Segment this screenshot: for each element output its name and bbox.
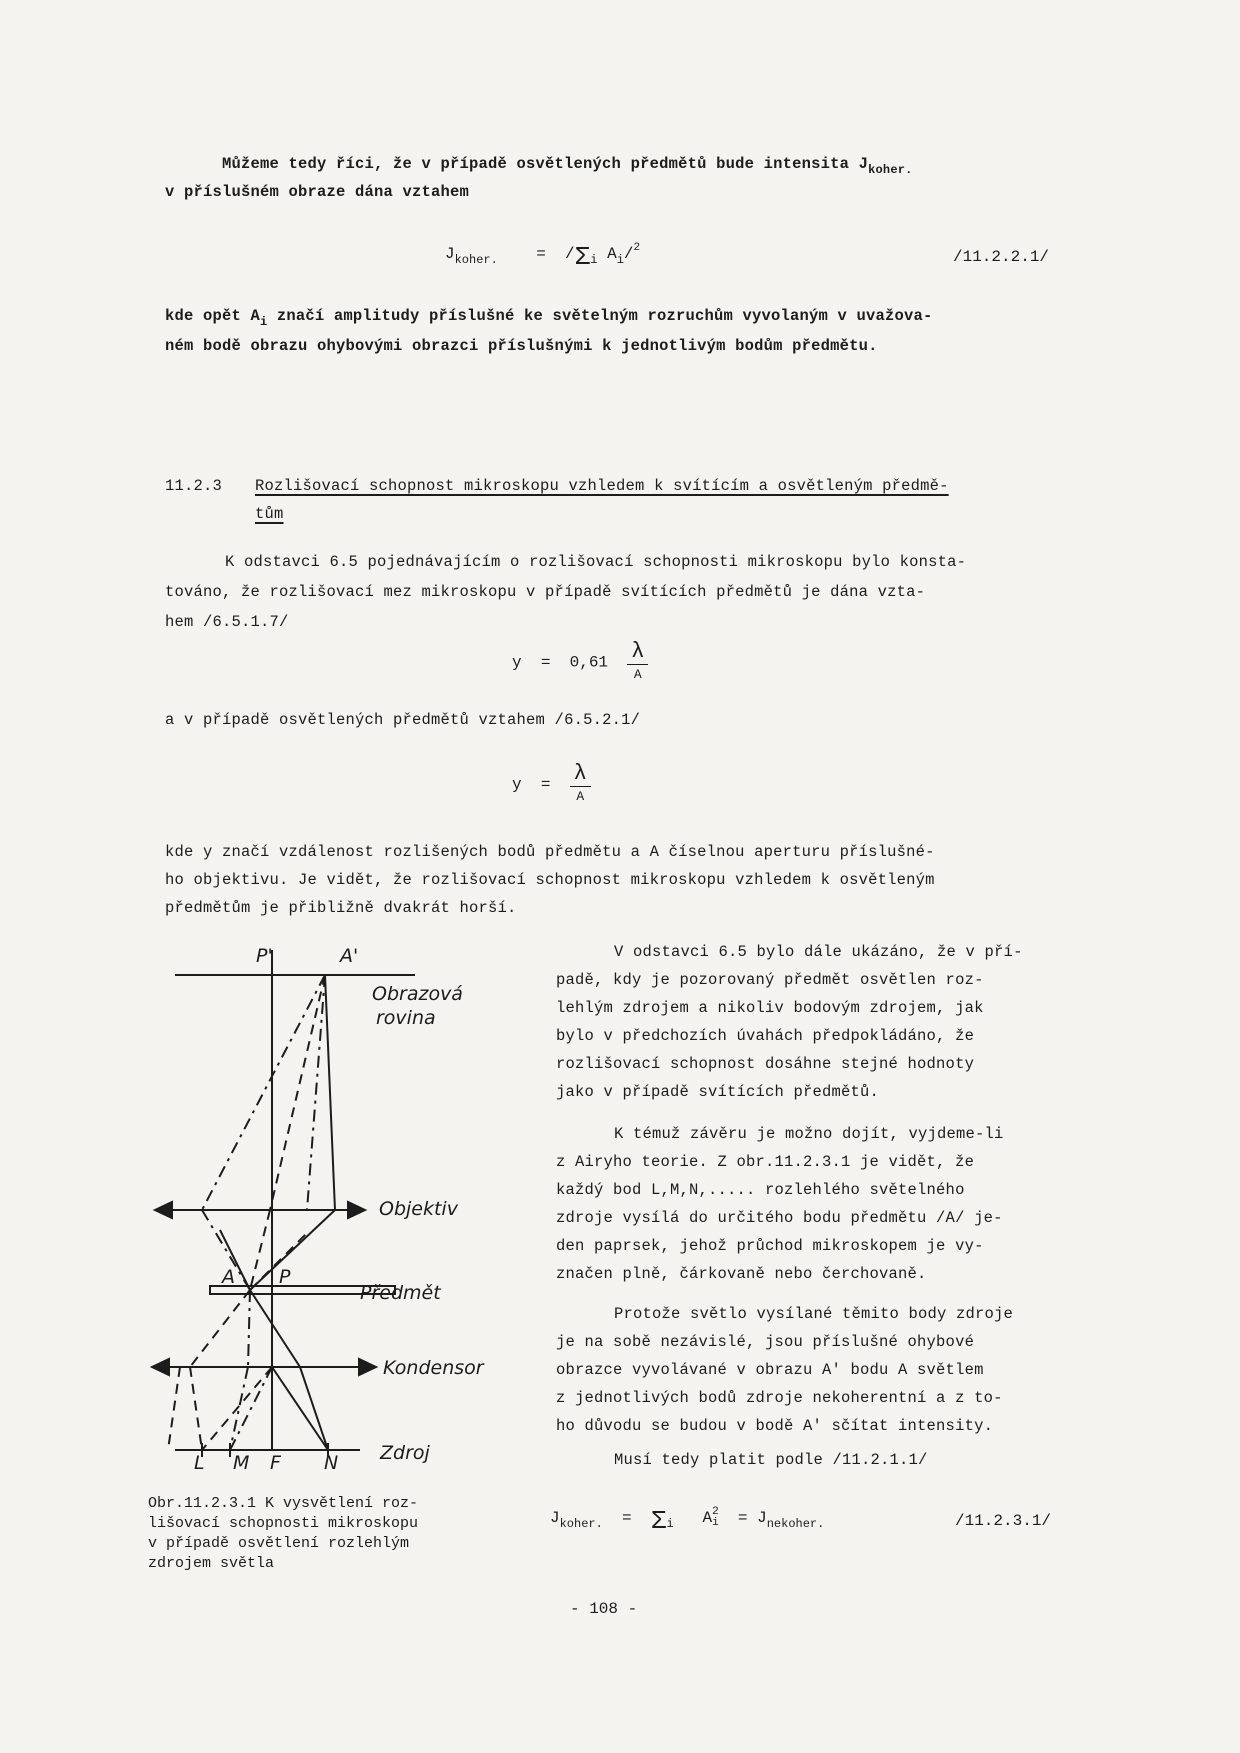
ray-focus-L: [202, 1367, 272, 1450]
label-n: N: [324, 1452, 339, 1474]
condenser-left-arrow: [152, 1359, 169, 1375]
para5-line-3: předmětům je přibližně dvakrát horší.: [165, 899, 517, 917]
label-m: M: [233, 1452, 250, 1474]
para3-line-2: továno, že rozlišovací mez mikroskopu v případě svítících předmětů je dána vzta-: [165, 583, 926, 601]
condenser-right-arrow: [359, 1359, 376, 1375]
section-number: 11.2.3: [165, 477, 223, 495]
objective-left-arrow: [155, 1202, 172, 1218]
figure-caption-line-2: lišovací schopnosti mikroskopu: [148, 1515, 419, 1532]
ray-focus-N: [272, 1367, 328, 1450]
right-p3-line-4: z jednotlivých bodů zdroje nekoherentní a z to-: [556, 1389, 1003, 1407]
label-condenser: Kondensor: [383, 1357, 484, 1379]
section-title-line-1: Rozlišovací schopnost mikroskopu vzhledem k svítícím a osvětleným předmě-: [255, 477, 949, 495]
figure-caption-line-4: zdrojem světla: [148, 1555, 275, 1572]
equation-6-5-1-7: y = 0,61 $\frac{\lambda}{A}$: [512, 640, 648, 685]
equation-number-4: /11.2.3.1/: [955, 1512, 1052, 1530]
ray-object-condenser-dashdot: [248, 1290, 250, 1367]
right-p2-line-1: K témuž závěru je možno dojít, vyjdeme-li: [614, 1125, 1004, 1143]
right-p2-line-5: den paprsek, jehož průchod mikroskopem je vy-: [556, 1237, 984, 1255]
ray-condenser-M-dashdot: [230, 1367, 248, 1450]
label-a-prime: A': [340, 945, 359, 967]
equation-11-2-2-1: $J_{koher.}$ = $/\Sigma_i$ $A_i/^2$: [445, 242, 641, 272]
label-source: Zdroj: [380, 1442, 430, 1464]
intro-line-2: v příslušném obraze dána vztahem: [165, 183, 470, 201]
figure-caption-line-1: Obr.11.2.3.1 K vysvětlení roz-: [148, 1495, 419, 1512]
label-objective: Objektiv: [379, 1198, 458, 1220]
label-object: Předmět: [360, 1282, 441, 1304]
para5-line-2: ho objektivu. Je vidět, že rozlišovací schopnost mikroskopu vzhledem k osvětleným: [165, 871, 935, 889]
ray-condenser-L-dashed: [190, 1367, 202, 1450]
ray-object-condenser-solid: [250, 1290, 300, 1367]
label-a: A: [222, 1266, 235, 1288]
ray-condenser-N-solid: [300, 1367, 328, 1450]
figure-caption-line-3: v případě osvětlení rozlehlým: [148, 1535, 410, 1552]
right-p3-line-2: je na sobě nezávislé, jsou příslušné ohybové: [556, 1333, 975, 1351]
intro-line-1: Můžeme tedy říci, že v případě osvětlených předmětů bude intensita $J_{koher.}$: [222, 155, 913, 177]
label-image-plane-2: rovina: [376, 1007, 436, 1029]
para3-line-3: hem /6.5.1.7/: [165, 613, 289, 631]
equation-6-5-2-1: y = $\frac{\lambda}{A}$: [512, 762, 591, 807]
right-p2-line-2: z Airyho teorie. Z obr.11.2.3.1 je vidět, že: [556, 1153, 975, 1171]
label-p-prime: P': [256, 945, 273, 967]
label-f: F: [270, 1452, 281, 1474]
microscope-diagram: [150, 930, 550, 1490]
ray-object-condenser-dashed: [190, 1290, 250, 1367]
ray-image-objective-dashdot: [202, 975, 325, 1210]
right-p4: Musí tedy platit podle /11.2.1.1/: [614, 1451, 928, 1469]
ray-objective-object-dashed: [250, 1210, 270, 1290]
right-p1-line-6: jako v případě svítících předmětů.: [556, 1083, 880, 1101]
ray-condenser-edge: [168, 1367, 180, 1450]
page-number: - 108 -: [570, 1600, 638, 1618]
objective-right-arrow: [348, 1202, 365, 1218]
right-p1-line-5: rozlišovací schopnost dosáhne stejné hodnoty: [556, 1055, 975, 1073]
label-image-plane-1: Obrazová: [372, 983, 463, 1005]
para5-line-1: kde y značí vzdálenost rozlišených bodů předmětu a A číselnou aperturu příslušné-: [165, 843, 935, 861]
section-title-line-2: tům: [255, 505, 284, 523]
ray-image-objective-solid: [325, 975, 335, 1210]
right-p1-line-3: lehlým zdrojem a nikoliv bodovým zdrojem, jak: [556, 999, 984, 1017]
right-p1-line-1: V odstavci 6.5 bylo dále ukázáno, že v pří-: [614, 943, 1023, 961]
right-p2-line-4: zdroje vysílá do určitého bodu předmětu /A/ je-: [556, 1209, 1003, 1227]
equation-11-2-3-1: $J_{koher.} = \Sigma_i$ A 2 i = $J_{nekoher.}$: [550, 1505, 825, 1536]
right-p2-line-6: značen plně, čárkovaně nebo čerchovaně.: [556, 1265, 927, 1283]
label-p: P: [279, 1266, 291, 1288]
para3-line-1: K odstavci 6.5 pojednávajícím o rozlišovací schopnosti mikroskopu bylo konsta-: [225, 553, 967, 571]
right-p3-line-5: ho důvodu se budou v bodě A' sčítat intensity.: [556, 1417, 994, 1435]
para2-line-2: ném bodě obrazu ohybovými obrazci příslušnými k jednotlivým bodům předmětu.: [165, 337, 878, 355]
para2-line-1: kde opět $A_i$ značí amplitudy příslušné ke světelným rozruchům vyvolaným v uvažova-: [165, 307, 933, 329]
right-p3-line-3: obrazce vyvolávané v obrazu A' bodu A světlem: [556, 1361, 984, 1379]
right-p1-line-2: padě, kdy je pozorovaný předmět osvětlen roz-: [556, 971, 984, 989]
right-p2-line-3: každý bod L,M,N,..... rozlehlého světelného: [556, 1181, 965, 1199]
label-l: L: [194, 1452, 205, 1474]
right-p3-line-1: Protože světlo vysílané těmito body zdroje: [614, 1305, 1014, 1323]
para4: a v případě osvětlených předmětů vztahem /6.5.2.1/: [165, 711, 641, 729]
right-p1-line-4: bylo v předchozích úvahách předpokládáno, že: [556, 1027, 975, 1045]
equation-number-1: /11.2.2.1/: [953, 248, 1050, 266]
